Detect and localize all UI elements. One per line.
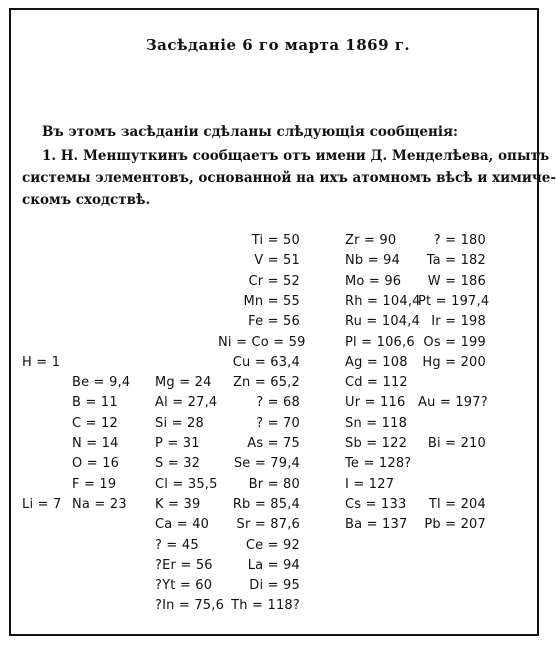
element-entry: S = 32: [155, 456, 201, 472]
element-entry: Cr = 52: [248, 273, 300, 289]
element-entry: B = 11: [72, 395, 118, 411]
element-entry: Pl = 106,6: [345, 334, 415, 350]
element-entry: ?Er = 56: [155, 557, 213, 573]
element-entry: K = 39: [155, 496, 201, 512]
body-line-1: 1. Н. Меншуткинъ сообщаетъ отъ имени Д. Менделѣева, опытъ: [42, 148, 550, 164]
element-entry: Mg = 24: [155, 375, 212, 391]
element-entry: Si = 28: [155, 415, 204, 431]
element-entry: Li = 7: [22, 496, 62, 512]
element-entry: Cd = 112: [345, 375, 408, 391]
element-entry: ?In = 75,6: [155, 598, 225, 614]
element-entry: W = 186: [427, 273, 486, 289]
element-entry: As = 75: [247, 436, 300, 451]
element-entry: Ir = 198: [431, 314, 486, 330]
element-entry: La = 94: [247, 557, 300, 573]
element-entry: Rh = 104,4: [345, 293, 421, 309]
element-entry: Sr = 87,6: [236, 517, 300, 533]
element-entry: Ag = 108: [345, 354, 408, 370]
body-line-2: системы элементовъ, основанной на ихъ атомномъ вѣсѣ и химиче-: [22, 170, 556, 186]
element-entry: Bi = 210: [427, 436, 486, 451]
element-entry: Nb = 94: [345, 253, 401, 269]
element-entry: Sn = 118: [345, 415, 408, 431]
element-entry: Ru = 104,4: [345, 314, 421, 330]
element-entry: ? = 68: [256, 395, 300, 411]
element-entry: Th = 118?: [231, 598, 300, 614]
element-entry: Cu = 63,4: [232, 354, 300, 370]
element-entry: F = 19: [72, 476, 117, 492]
element-entry: H = 1: [22, 354, 61, 370]
element-entry: Mo = 96: [345, 273, 402, 289]
element-entry: Zn = 65,2: [232, 375, 300, 391]
element-entry: ? = 45: [155, 537, 199, 553]
element-entry: Sb = 122: [345, 436, 408, 451]
element-entry: Br = 80: [248, 476, 300, 492]
element-entry: Ta = 182: [426, 253, 486, 269]
element-entry: ? = 180: [433, 233, 486, 248]
page-title: Засѣданіе 6 го марта 1869 г.: [145, 36, 411, 54]
element-entry: N = 14: [72, 436, 119, 451]
element-entry: Pt = 197,4: [418, 293, 490, 309]
element-entry: Pb = 207: [424, 517, 486, 533]
element-entry: Zr = 90: [345, 233, 397, 248]
element-entry: Di = 95: [249, 578, 300, 594]
element-entry: Cl = 35,5: [155, 476, 218, 492]
element-entry: V = 51: [254, 253, 300, 269]
element-entry: ?Yt = 60: [155, 578, 213, 594]
element-entry: Ca = 40: [155, 517, 210, 533]
element-entry: Hg = 200: [422, 354, 486, 370]
body-line-3: скомъ сходствѣ.: [22, 192, 151, 208]
element-entry: Ni = Co = 59: [218, 334, 306, 350]
element-entry: Se = 79,4: [233, 456, 300, 472]
element-entry: Ba = 137: [345, 517, 408, 533]
element-entry: C = 12: [72, 415, 118, 431]
intro-line: Въ этомъ засѣданіи сдѣланы слѣдующія сообщенія:: [42, 124, 458, 140]
element-entry: Ti = 50: [251, 233, 300, 248]
element-entry: I = 127: [345, 476, 395, 492]
element-entry: Cs = 133: [345, 496, 407, 512]
element-entry: Na = 23: [72, 496, 127, 512]
element-entry: Al = 27,4: [155, 395, 218, 411]
element-entry: Os = 199: [423, 334, 486, 350]
element-entry: Au = 197?: [418, 395, 488, 411]
element-entry: Rb = 85,4: [232, 496, 300, 512]
element-entry: Ur = 116: [345, 395, 406, 411]
element-entry: Mn = 55: [243, 293, 300, 309]
element-entry: Be = 9,4: [72, 375, 131, 391]
element-entry: ? = 70: [256, 415, 300, 431]
element-entry: O = 16: [72, 456, 120, 472]
element-entry: Fe = 56: [248, 314, 300, 330]
element-entry: Te = 128?: [345, 456, 412, 472]
element-entry: P = 31: [155, 436, 200, 451]
element-entry: Ce = 92: [245, 537, 300, 553]
element-entry: Tl = 204: [428, 496, 486, 512]
